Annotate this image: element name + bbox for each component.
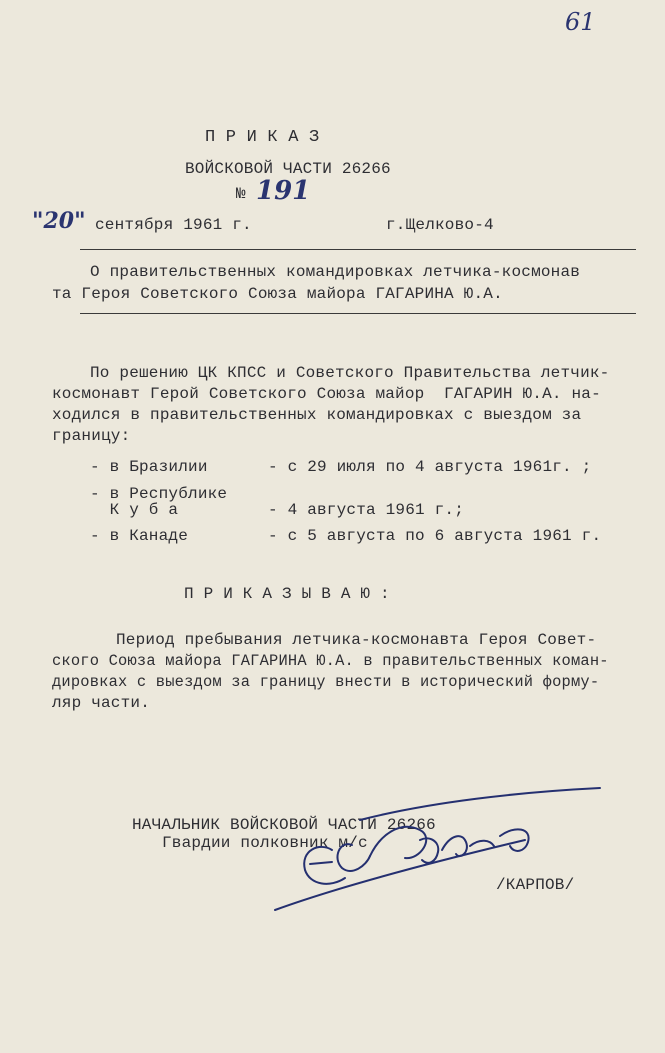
signatory-rank: Гвардии полковник м/с: [162, 834, 368, 852]
date-month-year: сентября 1961 г.: [95, 216, 252, 234]
archive-mark: 61: [565, 8, 596, 36]
trip-dates: - 4 августа 1961 г.;: [268, 501, 465, 519]
order-line-3: дировках с выездом за границу внести в исторический форму-: [52, 673, 600, 691]
trip-place: - в Канаде: [90, 527, 189, 545]
signatory-position: НАЧАЛЬНИК ВОЙСКОВОЙ ЧАСТИ 26266: [132, 816, 436, 834]
body-line-1: По решению ЦК КПСС и Советского Правительства летчик-: [90, 364, 610, 382]
order-line-4: ляр части.: [52, 694, 151, 712]
subject-line-2: та Героя Советского Союза майора ГАГАРИНА Ю.А.: [52, 285, 503, 303]
trip-dates: - с 29 июля по 4 августа 1961г. ;: [268, 458, 592, 476]
place: г.Щелково-4: [386, 216, 494, 234]
order-title: П Р И К А З: [205, 128, 320, 147]
date-day: "20": [32, 208, 86, 234]
body-line-4: границу:: [52, 427, 131, 445]
order-line-1: Период пребывания летчика-космонавта Героя Совет-: [116, 631, 597, 649]
subject-line-1: О правительственных командировках летчика-космонав: [90, 263, 581, 281]
body-line-2: космонавт Герой Советского Союза майор ГАГАРИН Ю.А. на-: [52, 385, 601, 403]
signatory-name: /КАРПОВ/: [496, 876, 575, 894]
handwritten-signature: [270, 780, 620, 920]
order-number: 191: [256, 176, 311, 206]
bottom-rule: [80, 313, 636, 314]
trip-dates: - с 5 августа по 6 августа 1961 г.: [268, 527, 602, 545]
order-line-2: ского Союза майора ГАГАРИНА Ю.А. в правительственных коман-: [52, 652, 609, 670]
body-line-3: ходился в правительственных командировках с выездом за: [52, 406, 582, 424]
unit-name: ВОЙСКОВОЙ ЧАСТИ 26266: [185, 160, 391, 178]
trip-place: К у б а: [90, 501, 179, 519]
top-rule: [80, 249, 636, 250]
order-heading: П Р И К А З Ы В А Ю :: [184, 585, 390, 603]
trip-place: - в Бразилии: [90, 458, 208, 476]
order-number-prefix: №: [236, 185, 246, 203]
trip-place: - в Республике: [90, 485, 228, 503]
